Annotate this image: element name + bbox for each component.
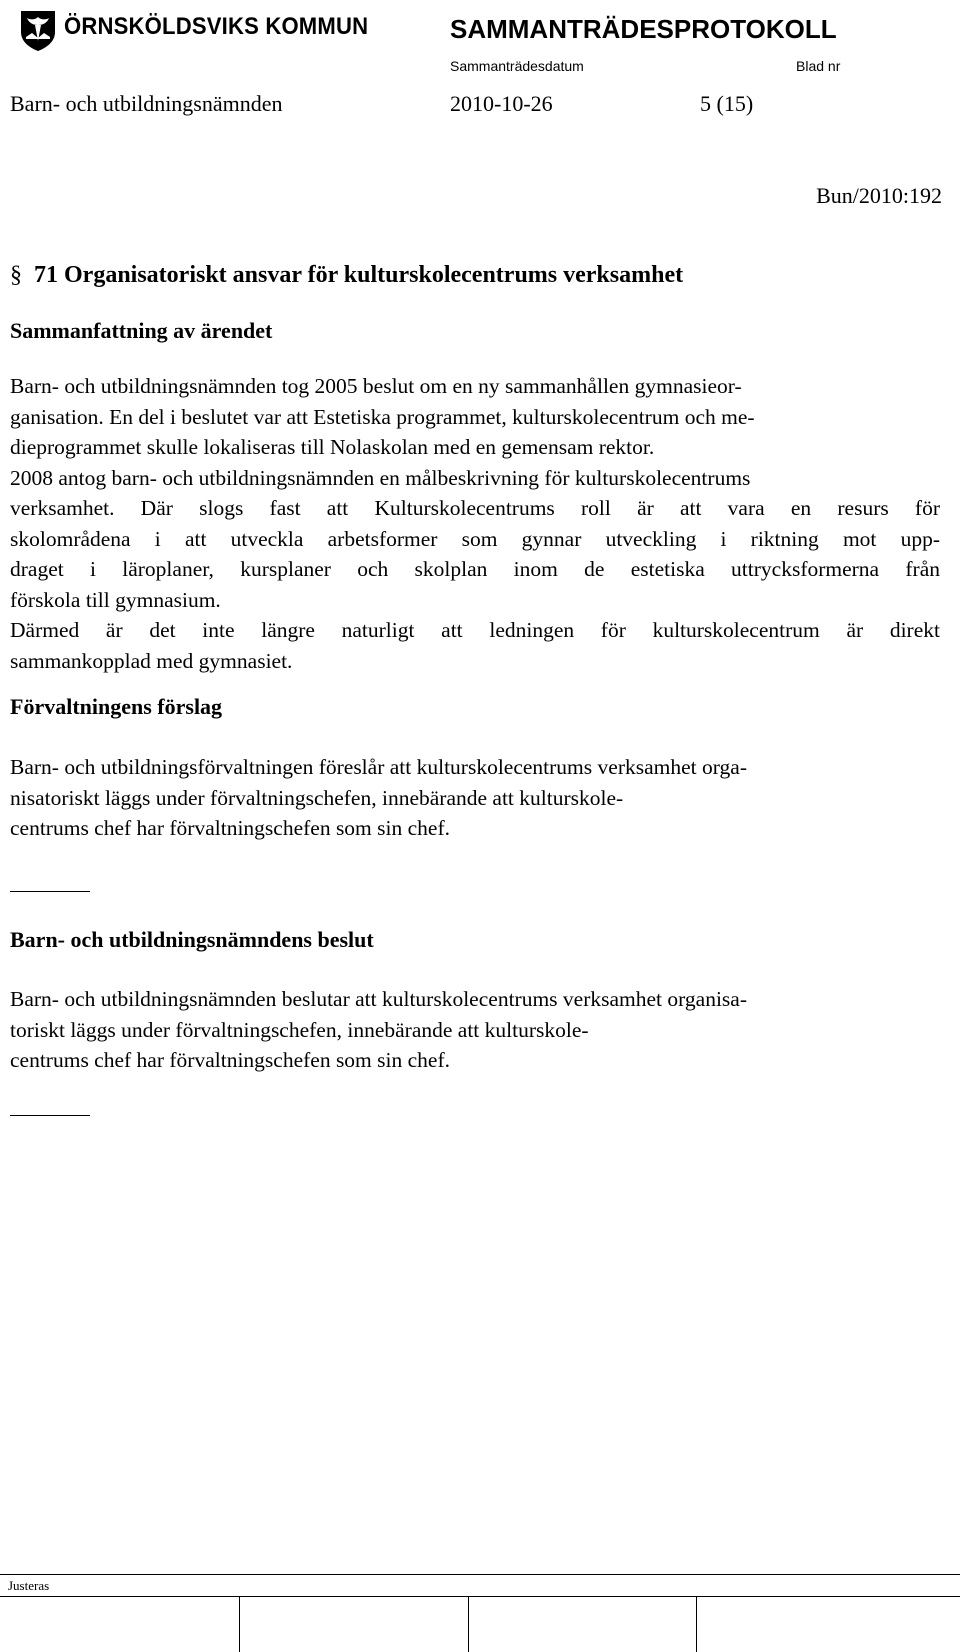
summary-line: Därmed är det inte längre naturligt att ledningen för kulturskolecentrum är direkt [10,618,940,642]
page-label: Blad nr [796,58,841,74]
summary-line: Barn- och utbildningsnämnden tog 2005 beslut om en ny sammanhållen gymnasieor- [10,374,742,398]
proposal-heading: Förvaltningens förslag [10,694,223,719]
decision-text [10,984,940,1076]
signature-header-cell [0,1575,960,1597]
municipality-crest-icon [18,8,58,52]
separator-line [10,1115,90,1116]
summary-line: sammankopplad med gymnasiet. [10,648,293,673]
summary-line: skolområdena i att utveckla arbetsformer som gynnar utveckling i riktning mot upp- [10,526,940,551]
summary-line: dieprogrammet skulle lokaliseras till Nolaskolan med en gemensam rektor. [10,435,655,459]
summary-text [10,371,940,676]
committee-name: Barn- och utbildningsnämnden [10,91,283,116]
signature-cell [696,1597,960,1652]
page-number: 5 (15) [700,91,754,116]
proposal-text [10,752,940,844]
decision-line: centrums chef har förvaltningschefen som sin chef. [10,1048,450,1072]
signature-table [0,1574,960,1652]
proposal-line: Barn- och utbildningsförvaltningen föreslår att kulturskolecentrums verksamhet orga- [10,755,747,779]
summary-line: verksamhet. Där slogs fast att Kulturskolecentrums roll är att vara en resurs för [10,496,940,520]
signature-cell [468,1597,696,1652]
organization-name: ÖRNSKÖLDSVIKS KOMMUN [64,13,369,40]
summary-line: 2008 antog barn- och utbildningsnämnden en målbeskrivning för kulturskolecentrums [10,465,751,490]
summary-heading: Sammanfattning av ärendet [10,318,273,343]
proposal-line: centrums chef har förvaltningschefen som sin chef. [10,816,450,840]
signature-cell [240,1597,468,1652]
signature-cell [0,1597,240,1652]
separator-line [10,891,90,892]
decision-heading: Barn- och utbildningsnämndens beslut [10,927,374,952]
section-title [10,262,683,289]
summary-line: ganisation. En del i beslutet var att Estetiska programmet, kulturskolecentrum och me- [10,404,755,429]
proposal-line: nisatoriskt läggs under förvaltningschefen, innebärande att kulturskole- [10,785,624,810]
paragraph-symbol: § [10,262,22,288]
decision-line: Barn- och utbildningsnämnden beslutar att kulturskolecentrums verksamhet organisa- [10,987,747,1011]
section-title-text: 71 Organisatoriskt ansvar för kulturskolecentrums verksamhet [34,262,684,288]
case-reference: Bun/2010:192 [816,183,942,208]
justeras-label: Justeras [8,1578,50,1593]
meeting-date: 2010-10-26 [450,91,553,116]
document-type: SAMMANTRÄDESPROTOKOLL [450,14,837,44]
summary-line: draget i läroplaner, kursplaner och skolplan inom de estetiska uttrycksformerna från [10,557,940,581]
summary-line: förskola till gymnasium. [10,587,221,612]
decision-line: toriskt läggs under förvaltningschefen, innebärande att kulturskole- [10,1017,589,1042]
date-label: Sammanträdesdatum [450,58,584,74]
